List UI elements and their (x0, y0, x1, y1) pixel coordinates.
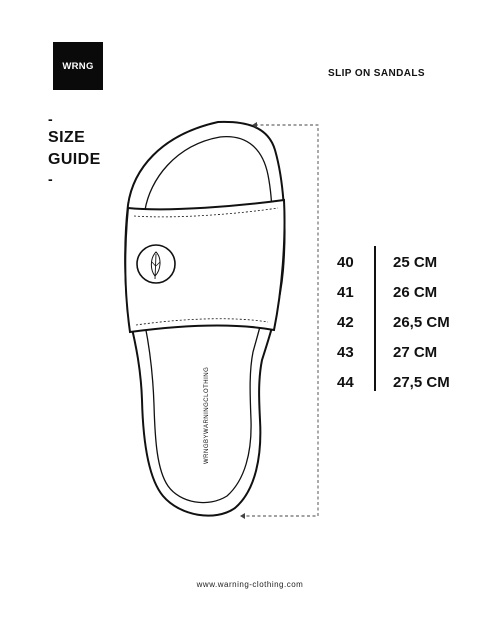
title-dash-bottom: - (48, 171, 53, 187)
size-cm: 27,5 CM (393, 373, 450, 391)
size-cm: 26,5 CM (393, 313, 450, 331)
size-eu: 44 (337, 373, 354, 391)
size-cm: 26 CM (393, 283, 438, 301)
size-eu: 41 (337, 283, 354, 301)
size-cm: 25 CM (393, 253, 438, 271)
size-eu: 40 (337, 253, 354, 271)
title-dash-top: - (48, 111, 53, 127)
size-row (337, 277, 450, 307)
insole-print: WRNGBYWARNINGCLOTHING (204, 366, 210, 464)
size-row (337, 247, 450, 277)
footer-url[interactable]: www.warning-clothing.com (196, 580, 304, 589)
size-cm: 27 CM (393, 343, 438, 361)
product-name: SLIP ON SANDALS (328, 68, 425, 79)
size-row (337, 307, 450, 337)
title-line-2: GUIDE (48, 151, 101, 168)
size-row (337, 337, 450, 367)
size-eu: 43 (337, 343, 354, 361)
size-eu: 42 (337, 313, 354, 331)
size-row (337, 367, 450, 397)
size-table (337, 247, 450, 397)
arrow-bottom-icon (240, 513, 245, 519)
title-line-1: SIZE (48, 129, 86, 146)
brand-logo-text: WRNG (62, 60, 94, 72)
